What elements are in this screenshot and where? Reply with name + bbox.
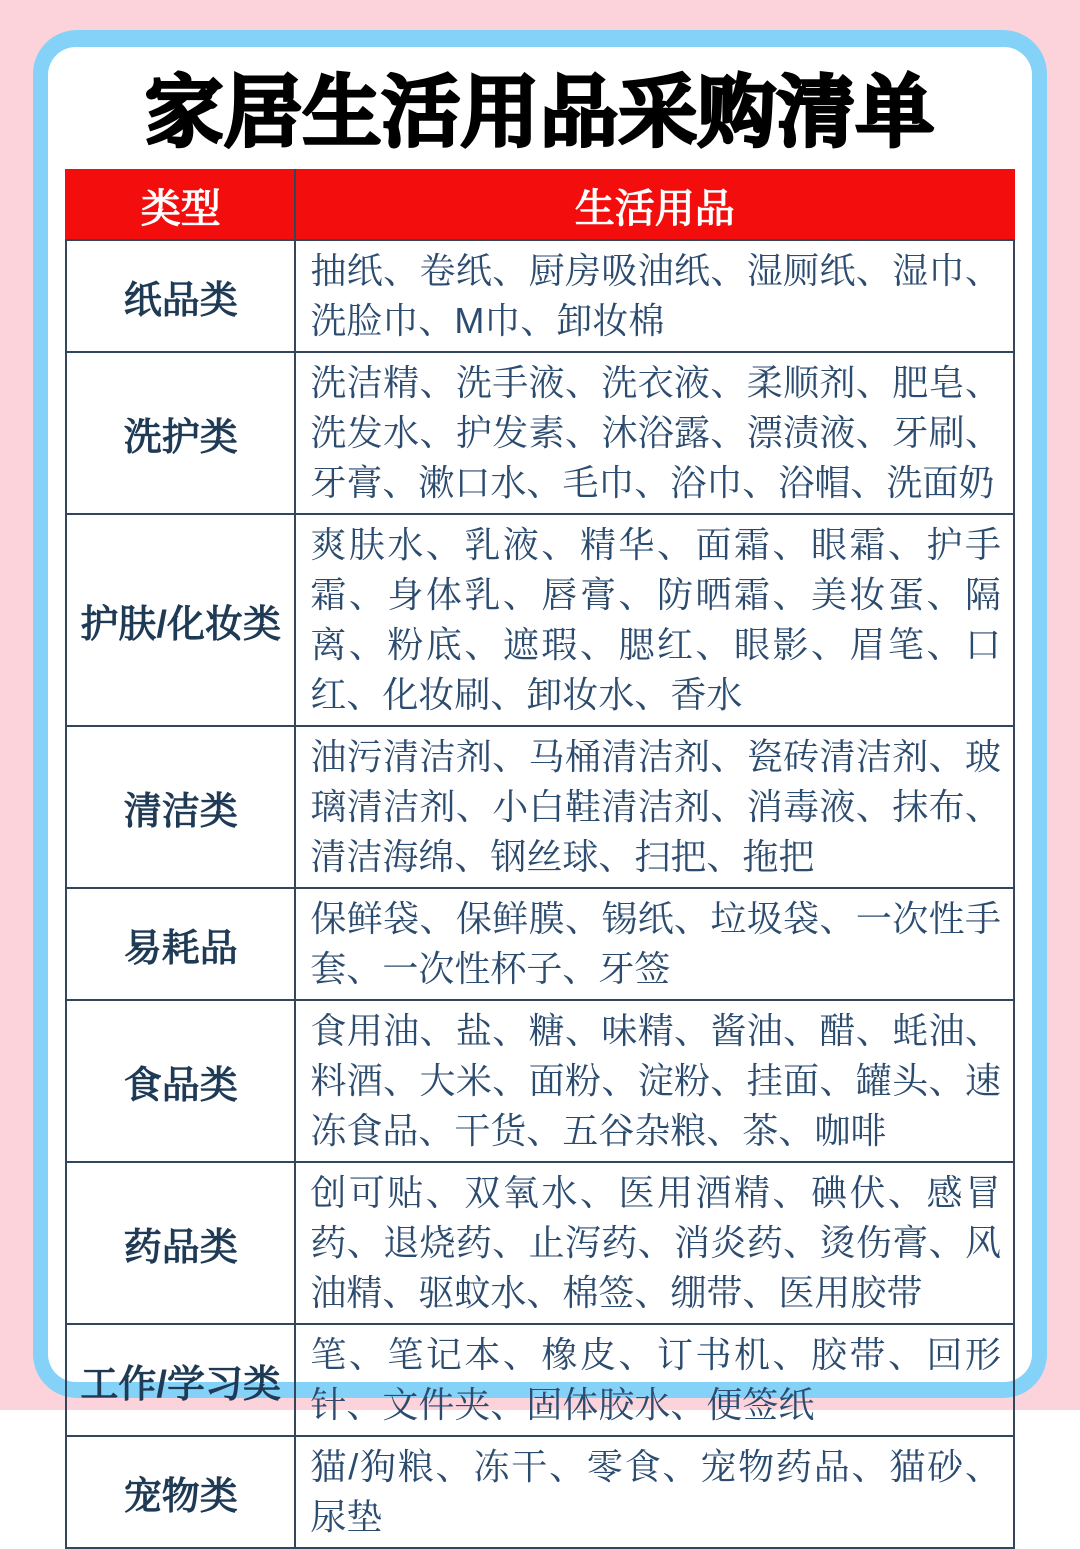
column-header-type: 类型 [66, 170, 295, 240]
table-row [66, 1000, 1014, 1162]
category-cell: 药品类 [66, 1162, 295, 1324]
table-row [66, 1324, 1014, 1436]
table-row [66, 1436, 1014, 1548]
table-row [66, 240, 1014, 352]
card-outer-frame [33, 30, 1047, 1398]
category-cell: 清洁类 [66, 726, 295, 888]
table-row [66, 726, 1014, 888]
items-cell: 食用油、盐、糖、味精、酱油、醋、蚝油、料酒、大米、面粉、淀粉、挂面、罐头、速冻食品、干货、五谷杂粮、茶、咖啡 [295, 1000, 1014, 1162]
page-title: 家居生活用品采购清单 [65, 59, 1015, 165]
category-cell: 洗护类 [66, 352, 295, 514]
table-row [66, 514, 1014, 726]
table-body [66, 240, 1014, 1548]
card [48, 47, 1032, 1382]
category-cell: 护肤/化妆类 [66, 514, 295, 726]
table-row [66, 888, 1014, 1000]
category-cell: 工作/学习类 [66, 1324, 295, 1436]
items-cell: 抽纸、卷纸、厨房吸油纸、湿厕纸、湿巾、洗脸巾、M巾、卸妆棉 [295, 240, 1014, 352]
column-header-items: 生活用品 [295, 170, 1014, 240]
table-header-row [66, 170, 1014, 240]
category-cell: 宠物类 [66, 1436, 295, 1548]
items-cell: 猫/狗粮、冻干、零食、宠物药品、猫砂、尿垫 [295, 1436, 1014, 1548]
items-cell: 爽肤水、乳液、精华、面霜、眼霜、护手霜、身体乳、唇膏、防晒霜、美妆蛋、隔离、粉底、遮瑕、腮红、眼影、眉笔、口红、化妆刷、卸妆水、香水 [295, 514, 1014, 726]
category-cell: 易耗品 [66, 888, 295, 1000]
items-cell: 笔、笔记本、橡皮、订书机、胶带、回形针、文件夹、固体胶水、便签纸 [295, 1324, 1014, 1436]
category-cell: 纸品类 [66, 240, 295, 352]
category-cell: 食品类 [66, 1000, 295, 1162]
shopping-list-table [65, 169, 1015, 1549]
items-cell: 保鲜袋、保鲜膜、锡纸、垃圾袋、一次性手套、一次性杯子、牙签 [295, 888, 1014, 1000]
items-cell: 洗洁精、洗手液、洗衣液、柔顺剂、肥皂、洗发水、护发素、沐浴露、漂渍液、牙刷、牙膏、漱口水、毛巾、浴巾、浴帽、洗面奶 [295, 352, 1014, 514]
items-cell: 油污清洁剂、马桶清洁剂、瓷砖清洁剂、玻璃清洁剂、小白鞋清洁剂、消毒液、抹布、清洁海绵、钢丝球、扫把、拖把 [295, 726, 1014, 888]
items-cell: 创可贴、双氧水、医用酒精、碘伏、感冒药、退烧药、止泻药、消炎药、烫伤膏、风油精、驱蚊水、棉签、绷带、医用胶带 [295, 1162, 1014, 1324]
table-row [66, 352, 1014, 514]
table-row [66, 1162, 1014, 1324]
